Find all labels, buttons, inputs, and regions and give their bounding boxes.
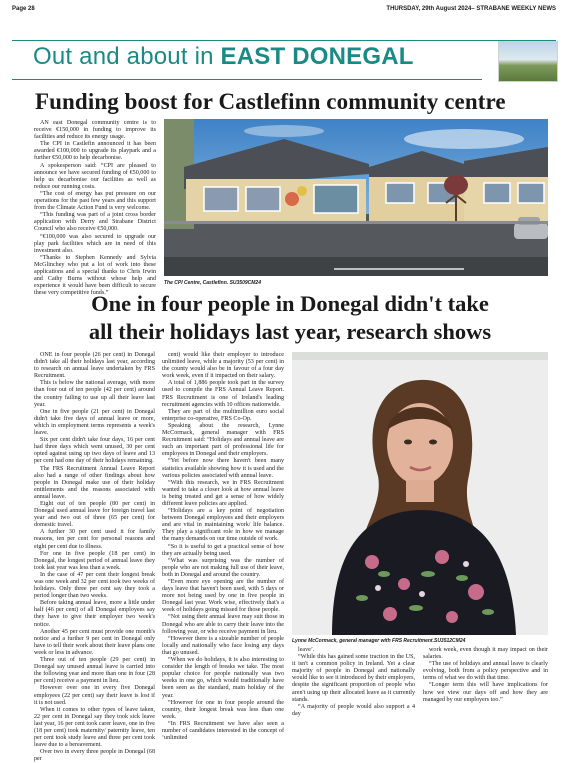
paragraph: One in five people (21 per cent) in Donegal didn't take five days of annual leave or more, which in employment terms represents a week's leave.: [34, 408, 155, 437]
lynne-mccormack-portrait: [292, 352, 548, 635]
paragraph: Over two in every three people in Donegal (68 per: [34, 749, 155, 763]
paragraph: “So it is useful to get a practical sense of how they are actually being used.: [162, 543, 284, 557]
paragraph: “With this research, we in FRS Recruitment wanted to take a closer look at how annual leave is being treated and get a sense of how widely different leave policies are applied.: [162, 479, 284, 507]
story1-headline: Funding boost for Castlefinn community centre: [35, 89, 506, 114]
paragraph: A spokesperson said: “CPI are pleased to announce we have secured funding of €50,000 to help us decarbonise our facilities as well as reduce our running costs.: [34, 162, 156, 190]
paragraph: leave’.: [298, 647, 315, 653]
section-landscape-thumbnail: [498, 41, 558, 82]
section-rule-bottom: [12, 79, 482, 80]
cpi-centre-caption: The CPI Centre, Castlefinn. SU3509CM24: [164, 280, 261, 286]
paragraph: “The cost of energy has put pressure on our operations for the past few years and this support from the Climate Action Fund is very welcome.: [34, 190, 156, 212]
paragraph: “What was surprising was the number of people who are not making full use of their leave, both in Donegal and around the country.: [162, 557, 284, 578]
cpi-centre-photo: [164, 119, 548, 276]
story2-headline-line2: all their holidays last year, research shows: [88, 319, 492, 344]
lynne-mccormack-caption: Lynne McCormack, general manager with FRS Recruitment.SU3512CM24: [292, 638, 466, 644]
paragraph: “Not using their annual leave may suit those in Donegal who are able to carry their leave into the following year, or who receive payment in lieu.: [162, 614, 284, 635]
paragraph: “However there is a sizeable number of people locally and nationally who face losing any days that go unused.: [162, 635, 284, 656]
paragraph: “Thanks to Stephen Kennedy and Sylvia McGlinchey who put a lot of work into these applications and a special thanks to Chris Irwin and Cathy Burns without whose help and experience it would have been difficult to secure these very competitive funds.”: [34, 254, 156, 297]
paragraph: The CPI in Castlefin announced it has been awarded €100,000 to upgrade its playpark and a further €50,000 to help decarbonise.: [34, 141, 156, 162]
paragraph: ONE in four people (26 per cent) in Donegal didn't take all their holidays last year, according to research on annual leave undertaken by FRS Recruitment.: [34, 352, 155, 380]
page-number: Page 28: [12, 6, 35, 12]
story2-column-3: [292, 647, 415, 735]
dateline: THURSDAY, 29th August 2024– STRABANE WEEKLY NEWS: [386, 6, 556, 12]
paragraph: They are part of the multimillion euro social enterprise co-operative, FRS Co-Op.: [162, 408, 284, 422]
paragraph: A further 30 per cent used it for family reasons, ten per cent for personal reasons and eight per cent due to illness.: [34, 529, 155, 550]
paragraph: “When we do holidays, it is also interesting to consider the length of breaks we take. The most popular choice for people nationally was two weeks in one go, which would traditionally have been seen as the standard, main holiday of the year.: [162, 657, 284, 699]
paragraph: However over one in every five Donegal employees (22 per cent) say their leave is lost if it is not used.: [34, 685, 155, 706]
paragraph: Six per cent didn't take four days, 16 per cent had three days which went unused, 30 per cent opted against using up two days of leave and 13 per cent had one day of their holidays remaining.: [34, 437, 155, 465]
paragraph: “The use of holidays and annual leave is clearly evolving, both from a policy perspective and in terms of what we do with that time.: [423, 661, 548, 682]
paragraph: In the case of 47 per cent their longest break was one week and 32 per cent took two weeks of holidays. Only three per cent say they took a period longer than two weeks.: [34, 571, 155, 600]
paragraph: “Even more eye opening are the number of days leave that haven't been used, with 5 days or more not being used by one in five people in Donegal last year. Work wise, effectively that's a week of holidays going missed for those people.: [162, 579, 284, 614]
paragraph: “In FRS Recruitment we have also seen a number of candidates interested in the concept of ‘unlimited: [162, 720, 284, 742]
paragraph: “A majority of people would also support a 4 day: [292, 703, 415, 717]
story1-body: [34, 120, 156, 297]
paragraph: “Yet before now there haven't been many statistics available showing how it is used and the various policies associated with annual leave.: [162, 458, 284, 479]
paragraph: Eight out of ten people (80 per cent) in Donegal used annual leave for foreign travel last year and two out of three (65 per cent) for domestic travel.: [34, 500, 155, 529]
paragraph: When it comes to other types of leave taken, 22 per cent in Donegal say they took sick leave last year, 16 per cent took carer leave, one in five (18 per cent) took maternity/ paternity leave, ten per cent took study leave and three per cent took leave due to a bereavement.: [34, 706, 155, 749]
paragraph: cent) would like their employer to introduce unlimited leave, while a majority (53 per cent) in the county would also be in favour of a four day work week, even if it impacted on their salary.: [162, 352, 284, 380]
section-rule-top: [12, 40, 556, 41]
paragraph: For one in five people (18 per cent) in Donegal, the longest period of annual leave they took last year was less than a week.: [34, 550, 155, 571]
paragraph: Three out of ten people (29 per cent) in Donegal say unused annual leave is carried into the following year and more than one in four (28 per cent) receive a payment in lieu.: [34, 657, 155, 685]
story2-column-1: [34, 352, 155, 763]
paragraph: “This funding was part of a joint cross border application with Derry and Strabane District Council who also receive €50,000.: [34, 212, 156, 233]
paragraph: “Longer term this will have implications for how we view our days off and how they are managed by our employers too.”: [423, 682, 548, 703]
paragraph: “While this has gained some traction in the US, it isn't a common policy in Ireland. Yet a clear majority of people in Donegal and nationally would like to see it introduced by their employers, despite the significant proportion of people who aren't using up their allocated leave as it currently stands.: [292, 654, 415, 703]
paragraph: This is below the national average, with more than four out of ten people (42 per cent) around the country failing to use up all their leave last year.: [34, 380, 155, 408]
paragraph: Speaking about the research, Lynne McCormack, general manager with FRS Recruitment said: “Holidays and annual leave are such an important part of professional life for employees in Donegal and their employers.: [162, 422, 284, 458]
story2-column-4: [423, 647, 548, 735]
paragraph: work week, even though it may impact on their salaries.: [423, 647, 548, 661]
section-title: [33, 43, 414, 71]
paragraph: “However for one in four people around the country, their longest break was less than one week.: [162, 699, 284, 720]
paragraph: Another 45 per cent must provide one month's notice and a further 9 per cent in Donegal only have to tell their work about their leave plans one week or less in advance.: [34, 628, 155, 656]
paragraph: “€100,000 was also secured to upgrade our play park facilities which are in need of this investment also.: [34, 233, 156, 254]
paragraph: Before taking annual leave, more a little under half (46 per cent) of all Donegal employees say they have to give their employer two week's notice.: [34, 600, 155, 628]
story2-headline-line1: One in four people in Donegal didn't take: [91, 291, 489, 316]
paragraph: The FRS Recruitment Annual Leave Report also had a range of other findings about how people in Donegal make use of their holiday entitlements and the reasons associated with annual leave.: [34, 465, 155, 500]
paragraph: A total of 1,886 people took part in the survey used to compile the FRS Annual Leave Report. FRS Recruitment is one of Ireland's leading recruitment agencies with 10 offices nationwide.: [162, 380, 284, 408]
paragraph: AN east Donegal community centre is to receive €150,000 in funding to improve its facilities and reduce its energy usage.: [34, 120, 156, 141]
paragraph: “Holidays are a key point of negotiation between Donegal employees and their employers and are vital in maintaining work/ life balance. They play a significant role in how we manage the many demands on our time outside of work.: [162, 508, 284, 543]
story2-column-2: [162, 352, 284, 742]
section-name: EAST DONEGAL: [220, 43, 414, 70]
section-prefix: Out and about in: [33, 43, 214, 70]
